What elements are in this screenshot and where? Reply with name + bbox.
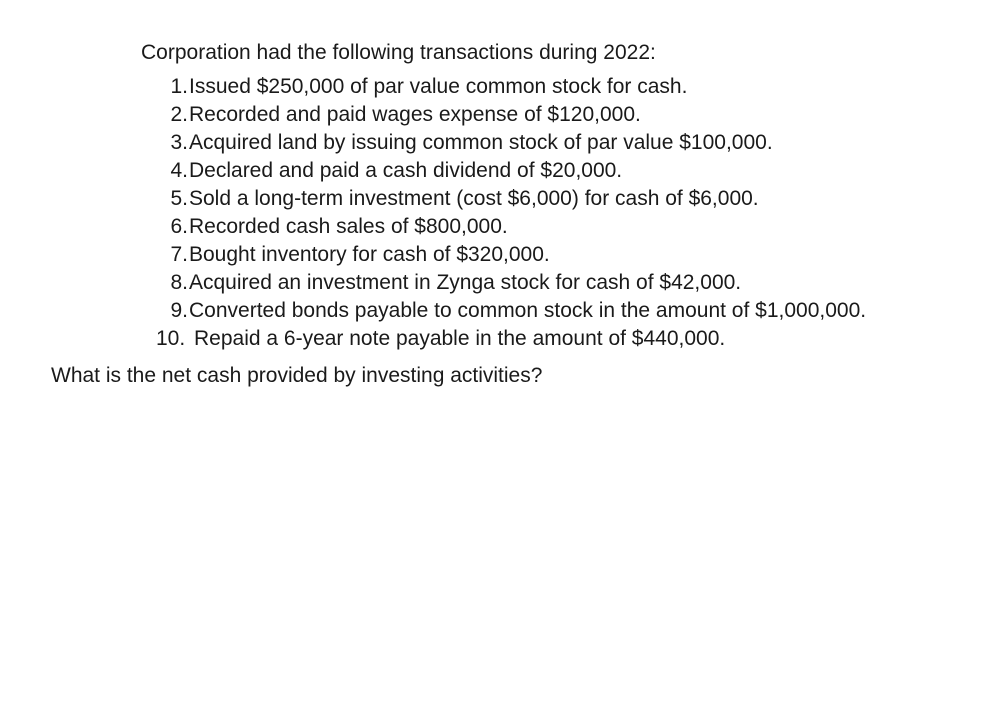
list-item-number: 4. [170,159,188,182]
list-item-text: Declared and paid a cash dividend of $20,000. [189,159,623,182]
list-item-text: Recorded and paid wages expense of $120,000. [189,103,641,126]
list-item [156,129,866,157]
question-text: What is the net cash provided by investing activities? [51,364,543,387]
list-item-text: Acquired an investment in Zynga stock for cash of $42,000. [189,271,742,294]
list-item [156,241,866,269]
list-item-number: 10. [156,327,186,350]
transaction-list [156,73,866,353]
list-item-number: 9. [170,299,188,322]
list-item [156,73,866,101]
list-item-number: 1. [170,75,188,98]
list-item-number: 3. [170,131,188,154]
list-item-text: Sold a long-term investment (cost $6,000) for cash of $6,000. [189,187,759,210]
list-item-text: Bought inventory for cash of $320,000. [189,243,550,266]
list-item-number: 7. [170,243,188,266]
list-item [156,101,866,129]
list-item-number: 2. [170,103,188,126]
list-item-text: Issued $250,000 of par value common stock for cash. [189,75,688,98]
list-item-text: Recorded cash sales of $800,000. [189,215,508,238]
list-item-number: 5. [170,187,188,210]
list-item-number: 8. [170,271,188,294]
list-item [156,325,866,353]
list-item-text: Converted bonds payable to common stock in the amount of $1,000,000. [189,299,867,322]
intro-text: Corporation had the following transactions during 2022: [141,41,656,64]
list-item [156,157,866,185]
list-item [156,185,866,213]
list-item-number: 6. [170,215,188,238]
list-item-text: Acquired land by issuing common stock of par value $100,000. [189,131,773,154]
list-item [156,297,866,325]
list-item [156,269,866,297]
list-item [156,213,866,241]
list-item-text: Repaid a 6-year note payable in the amount of $440,000. [194,327,726,350]
